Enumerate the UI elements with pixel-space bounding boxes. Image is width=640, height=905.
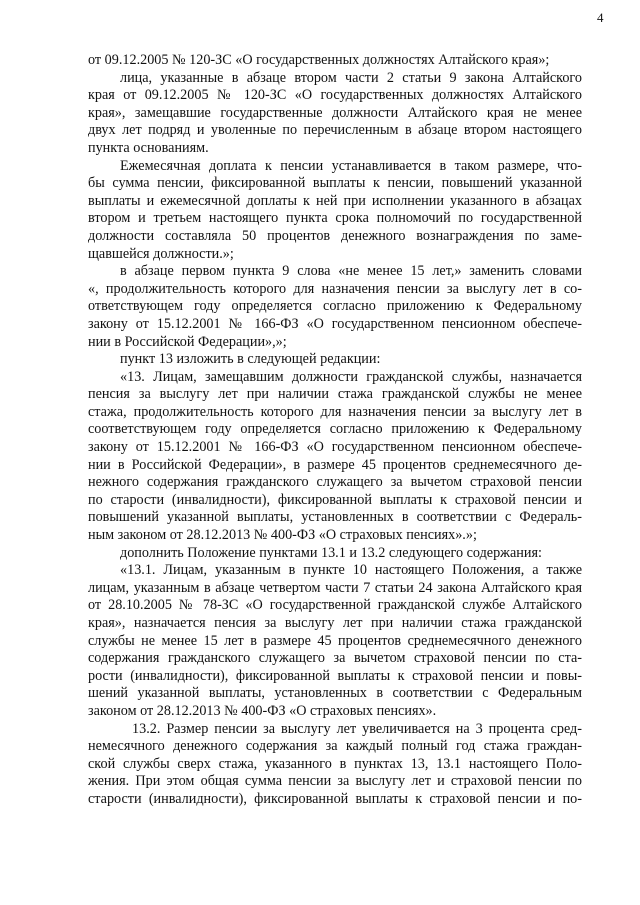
text-line: края», замещавшие государственные должности Алтайского края не менее: [88, 104, 582, 121]
text-line: рости (инвалидности), фиксированной выплаты к страховой пенсии и повы-: [88, 667, 582, 684]
text-line: пункта основаниям.: [88, 139, 209, 156]
page-number: 4: [597, 10, 604, 25]
text-line: закону от 15.12.2001 № 166-ФЗ «О государственном пенсионном обеспече-: [88, 315, 582, 332]
text-line: дополнить Положение пунктами 13.1 и 13.2 следующего содержания:: [120, 544, 542, 561]
text-line: нии в Российской Федерации», в размере 45 процентов среднемесячного де-: [88, 456, 582, 473]
text-line: втором и третьем настоящего пункта срока полномочий по государственной: [88, 210, 582, 227]
text-line: жения. При этом общая сумма пенсии за выслугу лет и страховой пенсии по: [88, 773, 582, 790]
text-line: пункт 13 изложить в следующей редакции:: [120, 351, 381, 368]
text-line: ской службы сверх стажа, указанного в пунктах 13, 13.1 настоящего Поло-: [88, 755, 582, 772]
text-line: повышений указанной выплаты, установленных в соответствии с Федераль-: [88, 509, 582, 526]
text-line: «13.1. Лицам, указанным в пункте 10 настоящего Положения, а также: [120, 562, 582, 579]
text-line: от 09.12.2005 № 120-ЗС «О государственных должностях Алтайского края»;: [88, 52, 550, 68]
text-line: стажа, продолжительность которого для назначения пенсии за выслугу лет в: [88, 403, 582, 420]
text-line: Ежемесячная доплата к пенсии устанавливается в таком размере, что-: [120, 157, 582, 174]
text-line: 13.2. Размер пенсии за выслугу лет увеличивается на 3 процента сред-: [132, 720, 582, 737]
text-line: немесячного денежного содержания за каждый полный год стажа граждан-: [88, 738, 582, 755]
text-line: щавшейся должности.»;: [88, 245, 234, 262]
text-line: по старости (инвалидности), фиксированной выплаты к страховой пенсии и: [88, 491, 582, 508]
text-line: «, продолжительность которого для назначения пенсии за выслугу лет в со-: [88, 280, 582, 297]
text-line: ответствующем году определяется согласно приложению к Федеральному: [88, 298, 582, 315]
text-line: шений указанной выплаты, установленных в соответствии с Федеральным: [88, 685, 582, 702]
text-line: края от 09.12.2005 № 120-ЗС «О государственных должностях Алтайского: [88, 87, 582, 104]
text-line: края», назначается пенсия за выслугу лет при наличии стажа гражданской: [88, 615, 582, 631]
text-line: службы не менее 15 лет в размере 45 процентов среднемесячного денежного: [88, 632, 582, 649]
text-line: бы сумма пенсии, фиксированной выплаты к пенсии, повышений указанной: [88, 175, 582, 192]
text-line: «13. Лицам, замещавшим должности гражданской службы, назначается: [120, 368, 582, 385]
text-line: законом от 28.12.2013 № 400-ФЗ «О страховых пенсиях».: [88, 702, 437, 719]
text-line: в абзаце первом пункта 9 слова «не менее 15 лет,» заменить словами: [120, 263, 582, 280]
text-line: от 28.10.2005 № 78-ЗС «О государственной гражданской службе Алтайского: [88, 597, 582, 614]
document-body: [88, 52, 582, 809]
text-line: ным законом от 28.12.2013 № 400-ФЗ «О страховых пенсиях».»;: [88, 527, 477, 544]
text-line: закону от 15.12.2001 № 166-ФЗ «О государственном пенсионном обеспече-: [88, 439, 582, 456]
text-line: двух лет подряд и уволенные по перечисленным в абзаце втором настоящего: [88, 122, 582, 139]
text-line: старости (инвалидности), фиксированной выплаты к страховой пенсии и по-: [88, 790, 582, 807]
text-line: лицам, указанным в абзаце четвертом части 7 статьи 24 закона Алтайского края: [88, 579, 582, 596]
text-line: соответствующем году определяется согласно приложению к Федеральному: [88, 421, 582, 438]
text-line: пенсия за выслугу лет при наличии стажа гражданской службы не менее: [88, 386, 582, 403]
text-line: лица, указанные в абзаце втором части 2 статьи 9 закона Алтайского: [120, 69, 582, 86]
text-line: нии в Российской Федерации»,»;: [88, 333, 287, 350]
text-line: должности составляла 50 процентов денежного вознаграждения по заме-: [88, 227, 582, 244]
text-line: содержания гражданского служащего за вычетом страховой пенсии по ста-: [88, 650, 582, 667]
text-line: нежного содержания гражданского служащего за вычетом страховой пенсии: [88, 474, 582, 491]
text-line: выплаты и ежемесячной доплаты к ней при исполнении указанного в абзацах: [88, 192, 582, 209]
